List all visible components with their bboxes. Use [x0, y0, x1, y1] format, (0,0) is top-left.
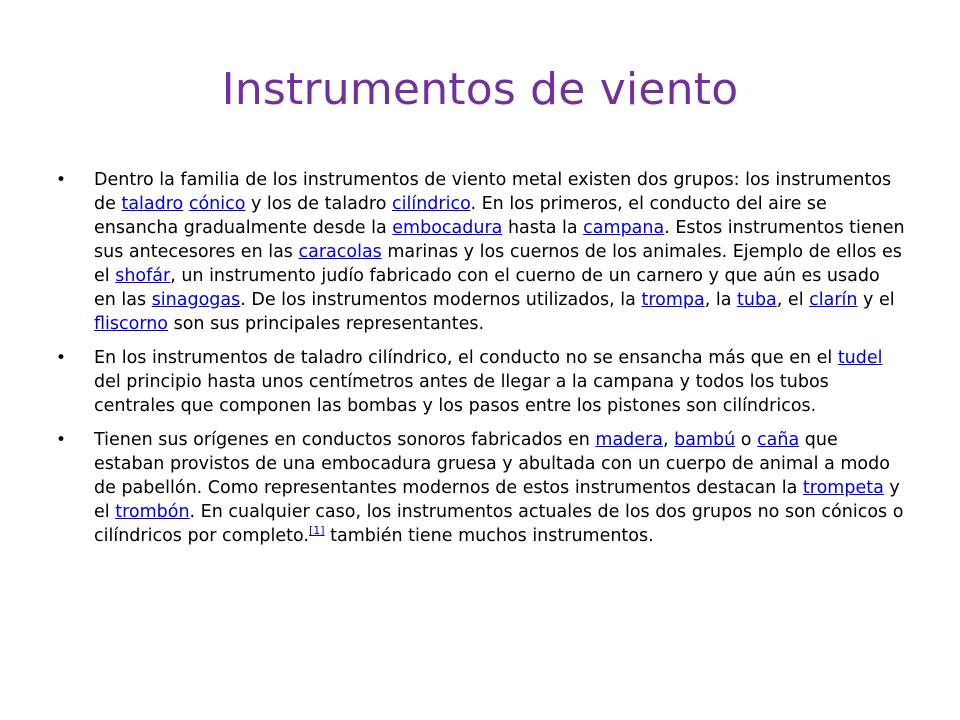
hyperlink[interactable]: clarín — [809, 290, 858, 310]
bullet-list — [56, 168, 906, 558]
bullet-marker: • — [56, 430, 67, 450]
hyperlink[interactable]: trombón — [115, 502, 190, 522]
hyperlink[interactable]: caracolas — [298, 242, 382, 262]
hyperlink[interactable]: cilíndrico — [391, 194, 471, 214]
body-text: o — [735, 430, 758, 450]
hyperlink[interactable]: embocadura — [392, 218, 503, 238]
slide-title: Instrumentos de viento — [221, 64, 739, 115]
body-text: son sus principales representantes. — [168, 314, 485, 334]
hyperlink[interactable]: caña — [757, 430, 800, 450]
hyperlink[interactable]: trompeta — [802, 478, 884, 498]
body-text: Dentro la familia de los instrumentos de viento metal existen dos grupos: los instrumentos de — [94, 170, 892, 214]
body-text: marinas y los cuernos de los animales. Ejemplo de ellos es el — [94, 242, 902, 286]
body-text: hasta la — [502, 218, 584, 238]
body-text: En los instrumentos de taladro cilíndrico, el conducto no se ensancha más que en el — [94, 348, 838, 368]
bullet-marker: • — [56, 348, 67, 368]
hyperlink[interactable]: campana — [583, 218, 665, 238]
hyperlink[interactable]: tudel — [837, 348, 883, 368]
body-text: y el — [94, 478, 900, 522]
hyperlink[interactable]: taladro — [121, 194, 184, 214]
body-text: Tienen sus orígenes en conductos sonoros fabricados en — [94, 430, 596, 450]
bullet-item — [56, 346, 906, 418]
body-text: que estaban provistos de una embocadura gruesa y abultada con un cuerpo de animal a modo de pabellón. Como representantes modernos de estos instrumentos destacan la — [94, 430, 890, 498]
hyperlink[interactable]: tuba — [737, 290, 777, 310]
hyperlink[interactable]: cónico — [188, 194, 246, 214]
hyperlink[interactable]: sinagogas — [151, 290, 241, 310]
body-text: y los de taladro — [245, 194, 392, 214]
bullet-item — [56, 168, 906, 336]
body-text: , un instrumento judío fabricado con el cuerno de un carnero y que aún es usado en las — [94, 266, 880, 310]
body-text: , el — [776, 290, 810, 310]
bullet-marker: • — [56, 170, 67, 190]
hyperlink[interactable]: madera — [595, 430, 663, 450]
body-text: . De los instrumentos modernos utilizados, la — [240, 290, 642, 310]
bullet-item — [56, 428, 906, 548]
hyperlink[interactable]: fliscorno — [94, 314, 169, 334]
body-text: . En cualquier caso, los instrumentos actuales de los dos grupos no son cónicos o cilíndricos por completo. — [94, 502, 904, 546]
body-text: , la — [704, 290, 737, 310]
body-text: . En los primeros, el conducto del aire se ensancha gradualmente desde la — [94, 194, 827, 238]
footnote-link[interactable]: [1] — [308, 524, 325, 538]
hyperlink[interactable]: trompa — [641, 290, 705, 310]
body-text: también tiene muchos instrumentos. — [324, 526, 654, 546]
body-text: del principio hasta unos centímetros antes de llegar a la campana y todos los tubos centrales que componen las bombas y los pasos entre los pistones son cilíndricos. — [94, 372, 829, 416]
body-text: y el — [857, 290, 895, 310]
hyperlink[interactable]: bambú — [674, 430, 736, 450]
body-text: , — [662, 430, 675, 450]
hyperlink[interactable]: shofár — [115, 266, 171, 286]
body-text: . Estos instrumentos tienen sus antecesores en las — [94, 218, 905, 262]
